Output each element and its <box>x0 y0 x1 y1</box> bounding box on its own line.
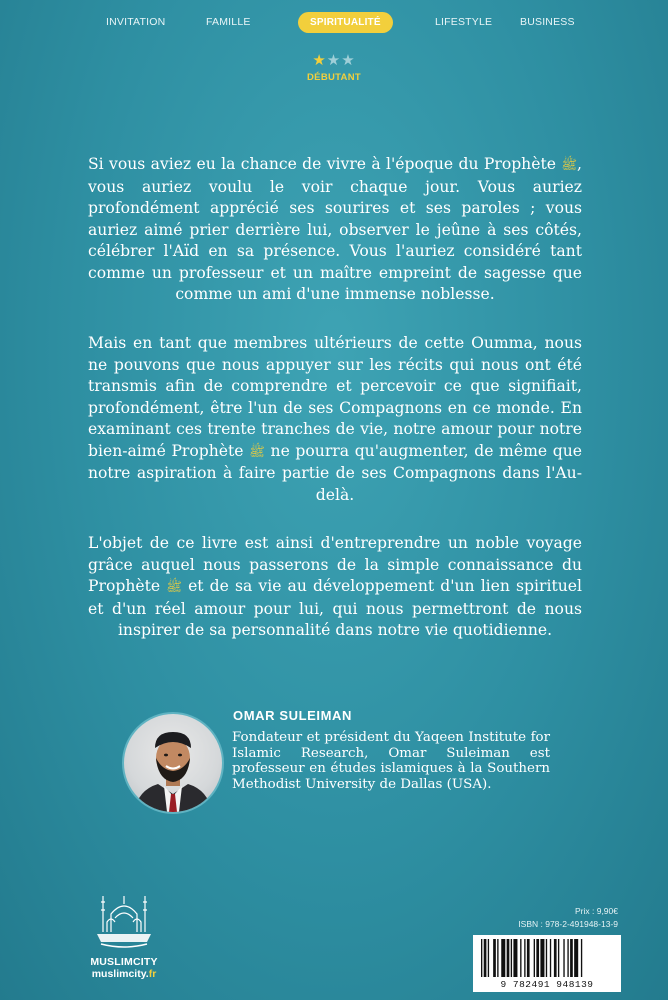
star-icon: ★ <box>341 51 356 69</box>
publisher-name: MUSLIMCITY <box>90 956 158 968</box>
barcode-digits: 9 782491 948139 <box>500 979 594 990</box>
salawat-icon: ﷺ <box>249 444 265 460</box>
paragraph-text: Mais en tant que membres ultérieurs de cette Oumma, nous ne pouvons que nous appuyer sur les récits qui nous ont été transmis afin de comprendre et percevoir ce que signifiait, profondément, être l'un de ses Compagnons en ce monde. En examinant ces trente tranches de vie, notre amour pour notre bien-aimé Prophète <box>88 334 582 460</box>
paragraph-text: ne pourra qu'augmenter, de même que notre aspiration à faire partie de ses Compagnons dans l'Au-delà. <box>88 441 582 504</box>
publisher-url-tld: fr <box>148 968 157 980</box>
star-icon: ★ <box>312 51 327 69</box>
publisher-url[interactable] <box>86 968 162 980</box>
isbn-label: ISBN : 978-2-491948-13-9 <box>518 919 618 929</box>
salawat-icon: ﷺ <box>166 580 182 595</box>
paragraph-text: Si vous aviez eu la chance de vivre à l'époque du Prophète <box>88 155 556 173</box>
author-name: OMAR SULEIMAN <box>233 708 353 723</box>
author-bio: Fondateur et président du Yaqeen Institute for Islamic Research, Omar Suleiman est professeur en études islamiques à la Southern Methodist University de Dallas (USA). <box>232 730 550 792</box>
level-label: DÉBUTANT <box>307 72 361 83</box>
nav-item-lifestyle[interactable]: LIFESTYLE <box>435 16 493 28</box>
price-isbn-block <box>518 905 618 931</box>
blurb-paragraph-2 <box>88 333 582 506</box>
nav-item-spiritualite[interactable]: SPIRITUALITÉ <box>298 12 393 33</box>
barcode <box>473 935 621 992</box>
difficulty-level <box>0 52 668 83</box>
salawat-icon: ﷺ <box>561 158 578 173</box>
paragraph-text: et de sa vie au développement d'un lien spirituel et d'un réel amour pour lui, qui nous permettront de nous inspirer de sa personnalité dans notre vie quotidienne. <box>88 577 582 639</box>
nav-item-invitation[interactable]: INVITATION <box>106 16 166 28</box>
star-icon: ★ <box>326 51 342 69</box>
paragraph-text: L'objet de ce livre est ainsi d'entreprendre un noble voyage grâce auquel nous passerons de la simple connaissance du Prophète <box>88 534 582 595</box>
publisher-logo <box>86 888 162 980</box>
blurb-paragraph-1 <box>88 154 582 306</box>
rating-stars <box>0 52 668 68</box>
barcode-bars-icon <box>481 939 613 977</box>
mosque-logo-icon <box>93 888 155 950</box>
author-portrait-icon <box>124 714 222 812</box>
blurb-paragraph-3 <box>88 533 582 642</box>
paragraph-text: , vous auriez voulu le voir chaque jour. Vous auriez profondément apprécié ses sourires et ses paroles ; vous auriez aimé prier derrière lui, observer le jeûne à ses côtés, célébrer l'Aïd en sa présence. Vous l'auriez considéré tant comme un professeur et un maître empreint de sagesse que comme un ami d'une immense noblesse. <box>88 155 582 303</box>
price-label: Prix : 9,90€ <box>575 906 618 916</box>
author-photo <box>122 712 224 814</box>
publisher-url-main: muslimcity. <box>91 968 149 980</box>
nav-item-famille[interactable]: FAMILLE <box>206 16 251 28</box>
nav-item-business[interactable]: BUSINESS <box>520 16 575 28</box>
category-nav <box>0 10 668 36</box>
